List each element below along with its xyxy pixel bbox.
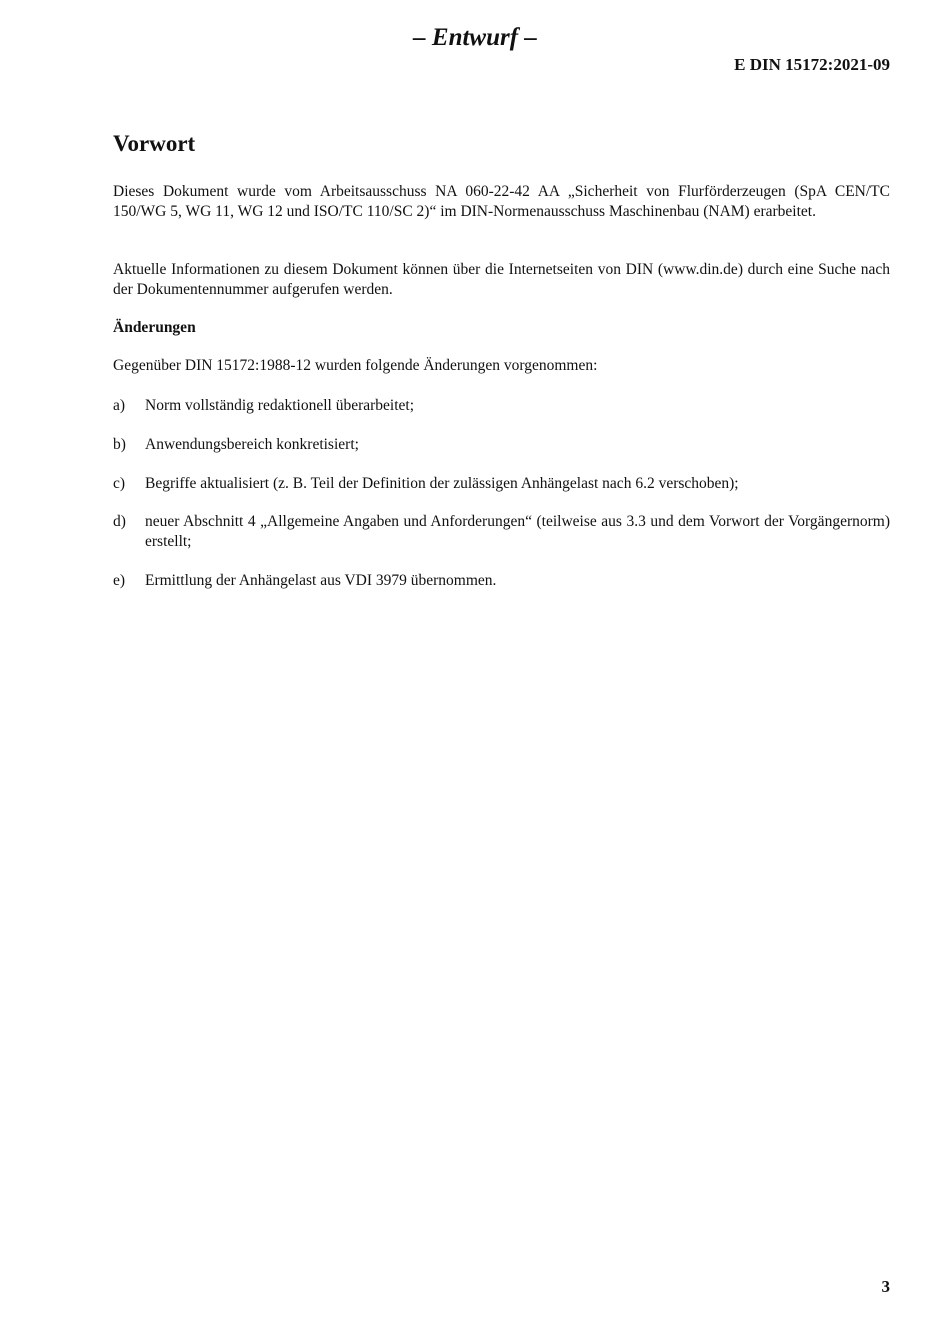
paragraph: Dieses Dokument wurde vom Arbeitsausschuss NA 060-22-42 AA „Sicherheit von Flurförderzeugen (SpA CEN/TC 150/WG 5, WG 11, WG 12 und ISO/TC 110/SC 2)“ im DIN-Normenausschuss Maschinenbau (NAM) erarbeitet. — [113, 183, 890, 220]
list-marker: b) — [113, 436, 126, 453]
list-item — [113, 512, 890, 552]
list-marker: c) — [113, 475, 126, 492]
document-id: E DIN 15172:2021-09 — [734, 55, 890, 74]
section-title: Vorwort — [113, 131, 196, 156]
list-text: Ermittlung der Anhängelast aus VDI 3979 übernommen. — [145, 572, 497, 589]
list-text: Norm vollständig redaktionell überarbeitet; — [145, 397, 415, 414]
changes-heading: Änderungen — [113, 319, 196, 336]
changes-intro: Gegenüber DIN 15172:1988-12 wurden folgende Änderungen vorgenommen: — [113, 357, 598, 374]
draft-label: – Entwurf – — [413, 24, 537, 51]
list-text: neuer Abschnitt 4 „Allgemeine Angaben und Anforderungen“ (teilweise aus 3.3 und dem Vorwort der Vorgängernorm) erstellt; — [145, 513, 890, 550]
list-marker: d) — [113, 513, 126, 530]
list-marker: e) — [113, 572, 126, 589]
list-item — [113, 435, 890, 455]
list-item — [113, 474, 890, 494]
list-text: Anwendungsbereich konkretisiert; — [145, 436, 359, 453]
list-text: Begriffe aktualisiert (z. B. Teil der Definition der zulässigen Anhängelast nach 6.2 verschoben); — [145, 475, 739, 492]
list-marker: a) — [113, 397, 126, 414]
list-item — [113, 396, 890, 416]
list-item — [113, 571, 890, 591]
page-number: 3 — [881, 1277, 890, 1296]
paragraph: Aktuelle Informationen zu diesem Dokument können über die Internetseiten von DIN (www.din.de) durch eine Suche nach der Dokumentennummer aufgerufen werden. — [113, 261, 890, 298]
